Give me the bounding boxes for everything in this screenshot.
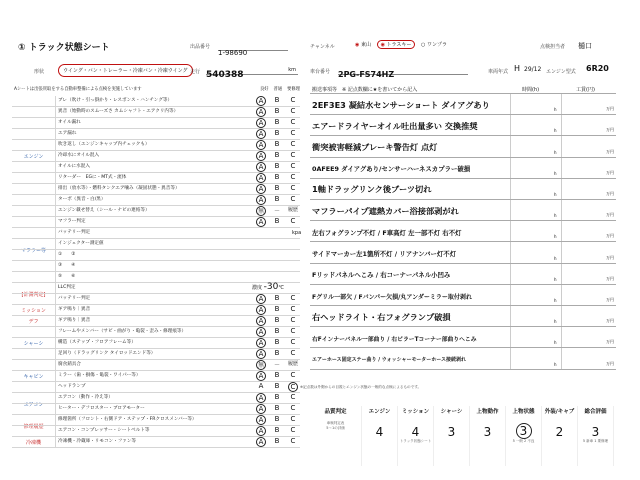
note-text: エアーホース固定ステー曲り / ウォッシャーモーターホース接続剥れ (312, 356, 467, 363)
score-label: 外装/キャブ (544, 409, 575, 415)
note-row (310, 327, 616, 348)
inspection-item: 異音（始動時のスムーズさ カムシャフト・エアクリ内等） (58, 109, 179, 114)
grade-a: A (256, 404, 266, 414)
time-header: 時間(h) (522, 87, 540, 93)
inspection-row (12, 239, 300, 250)
score-label: シャーシ (440, 409, 463, 415)
year-label: 車両年式 (488, 69, 509, 75)
grade-b: B (274, 118, 280, 126)
note-text: 0AFEE9 ダイアグあり/センサーハーネスカプラー破損 (312, 165, 471, 174)
inspection-item: インジェクター測定値 (58, 241, 104, 246)
inspection-row (12, 393, 300, 404)
section-label: ミッション (12, 305, 56, 316)
grade-a: A (256, 371, 266, 381)
score-value: 3 (516, 423, 532, 439)
inspection-item: ① ② (58, 252, 76, 257)
inspector-name: 樋口 (578, 42, 592, 50)
note-row (310, 115, 616, 136)
inspection-row (12, 415, 300, 426)
grade-b: B (274, 96, 280, 104)
note-text: 左右フォグランプ不灯 / F車高灯 左一部不灯 右不灯 (312, 228, 462, 237)
hour-unit: h (554, 319, 557, 325)
grade-c: C (290, 173, 296, 181)
note-text: 衝突被害軽減ブレーキ警告灯 点灯 (312, 142, 438, 153)
cost-header: 工賃(円) (576, 87, 595, 93)
grade-a: A (256, 426, 266, 436)
grade-b: B (274, 140, 280, 148)
grade-c: C (290, 349, 296, 357)
yen-unit: 万円 (606, 275, 614, 281)
score-value: 4 (411, 425, 420, 439)
score-note: 5 新車 1 要修理 (582, 439, 609, 443)
hour-unit: h (554, 297, 557, 303)
grade-c: C (290, 338, 296, 346)
note-text: 右ヘッドライト・右フォグランプ破損 (312, 311, 451, 322)
score-value: 3 (447, 425, 456, 439)
grade-cell: 履歴 (288, 361, 299, 367)
note-row (310, 348, 616, 369)
inspection-row (12, 162, 300, 173)
grade-cell: － (273, 362, 280, 369)
channel-option-2: トラスキー (386, 42, 412, 48)
entry-field (218, 40, 288, 57)
score-note: 5 一般 2 不良 (512, 439, 535, 443)
grade-c: C (290, 217, 296, 225)
grade-a: A (256, 217, 266, 227)
disclaimer: ※記点数は外側からの目視とエンジン状態の一般的な点検によるものです。 (300, 385, 422, 389)
score-label: 上物状態 (512, 409, 535, 415)
grade-c: C (290, 426, 296, 434)
note-text: エアードライヤーオイル吐出量多い 交換推奨 (312, 120, 478, 131)
note-row (310, 158, 616, 179)
inspection-item: ターボ（異音・白/黒） (58, 197, 106, 202)
mileage-unit: km (288, 67, 296, 73)
inspection-row (12, 437, 300, 448)
hour-unit: h (554, 170, 557, 176)
inspection-item: 冷凍機・冷蔵庫・リモコン・ファン等 (58, 439, 137, 444)
score-title: 品質判定 (324, 409, 347, 415)
channel-option-2-circled (377, 40, 416, 49)
grade-a: A (256, 338, 266, 348)
yen-unit: 万円 (606, 190, 614, 196)
channel-option-1: 東山 (360, 42, 371, 48)
inspection-item: ⑤ ⑥ (58, 274, 76, 279)
inspection-row (12, 173, 300, 184)
inspection-row (12, 426, 300, 437)
inspection-row (12, 316, 300, 327)
section-label: 冷凍機 (12, 437, 56, 448)
yen-unit: 万円 (606, 169, 614, 175)
inspection-row (12, 96, 300, 107)
grade-c: C (290, 316, 296, 324)
inspection-item: 構造（ステップ・フロアフレーム等） (58, 340, 136, 345)
inspection-row (12, 118, 300, 129)
score-column (398, 406, 434, 466)
grade-a: A (256, 151, 266, 161)
column-headers (260, 86, 300, 92)
note-row (310, 242, 616, 263)
inspection-item: 腐食錆具合 (58, 362, 81, 367)
inspection-item: ミラー（歯・損傷・亀裂・ワイパー等） (58, 373, 141, 378)
note-row (310, 200, 616, 221)
grade-c: C (290, 305, 296, 313)
grade-b: B (274, 162, 280, 170)
grade-b: B (274, 382, 280, 390)
grade-cell: 無 (257, 208, 264, 215)
grade-b: B (274, 437, 280, 445)
model-value: 2PG-FS74HZ (338, 70, 395, 79)
grade-b: B (274, 393, 280, 401)
grade-b: B (274, 129, 280, 137)
score-column (506, 406, 542, 466)
kpa-unit: kpa (292, 230, 302, 236)
section-label: エンジン (12, 96, 56, 217)
grade-b: B (274, 195, 280, 203)
model-field (338, 62, 468, 79)
yen-unit: 万円 (606, 254, 614, 260)
grade-c: C (290, 162, 296, 170)
inspection-item: エアコン（動作・冷え等） (58, 395, 113, 400)
grade-b: B (274, 327, 280, 335)
section-label: デフ (12, 316, 56, 327)
hour-unit: h (554, 128, 557, 134)
llc-reading (252, 282, 284, 292)
inspection-row (12, 195, 300, 206)
grade-b: B (274, 305, 280, 313)
grade-a: A (256, 107, 266, 117)
grade-c: C (290, 118, 296, 126)
note-row (310, 264, 616, 285)
yen-unit: 万円 (606, 212, 614, 218)
score-sub2: 5〜1の評価 (326, 426, 345, 430)
section-label: マフラー等 (12, 217, 56, 283)
inspector-label: 点検担当者 (540, 44, 566, 50)
inspection-row (12, 382, 300, 393)
year-value: 29/12 (524, 66, 542, 73)
col-repair: 要修理 (287, 87, 300, 92)
model-label: 車台番号 (310, 69, 331, 75)
grade-a: A (256, 327, 266, 337)
grade-c: C (290, 437, 296, 445)
hour-unit: h (554, 213, 557, 219)
score-column (470, 406, 506, 466)
grade-c: C (290, 184, 296, 192)
grade-b: B (274, 404, 280, 412)
grade-a: A (256, 305, 266, 315)
hour-unit: h (554, 361, 557, 367)
score-label: ミッション (401, 409, 430, 415)
grade-a: A (256, 294, 266, 304)
hour-unit: h (554, 234, 557, 240)
yen-unit: 万円 (606, 360, 614, 366)
grade-c: C (290, 371, 296, 379)
grade-b: B (274, 426, 280, 434)
inspection-row (12, 107, 300, 118)
grade-a: A (256, 393, 266, 403)
note-text: 2EF3E3 凝結水センサーショート ダイアグあり (312, 99, 490, 110)
grade-a: A (256, 415, 266, 425)
grade-c: C (290, 107, 296, 115)
grade-a: A (256, 316, 266, 326)
inspection-row (12, 151, 300, 162)
grade-c: C (290, 129, 296, 137)
grade-c: C (288, 382, 298, 392)
grade-b: B (274, 107, 280, 115)
channel-dot-icon: ◉ (380, 42, 385, 48)
note-text: 1軸ドラッグリンク後ブーツ切れ (312, 184, 432, 195)
note-row (310, 221, 616, 242)
inspection-item: ヒーター・デフロスター・ブロアモーター (58, 406, 145, 411)
grade-b: B (274, 151, 280, 159)
note-text: 右Fインナーパネル一部曲り / 右ビラーTコーナー部曲りへこみ (312, 337, 477, 344)
inspection-row (12, 217, 300, 228)
grade-c: C (290, 195, 296, 203)
inspection-item: エア漏れ (58, 131, 77, 136)
mileage-value: 540388 (206, 70, 244, 80)
hour-unit: h (554, 149, 557, 155)
grade-a: A (256, 173, 266, 183)
mileage-field (206, 62, 298, 80)
inspection-item: 排出（放水等）・燃料タンクエア噛み（凝固状態・異音等） (58, 186, 180, 191)
score-label: エンジン (368, 409, 391, 415)
hour-unit: h (554, 276, 557, 282)
grade-a: A (256, 96, 266, 106)
score-column (362, 406, 398, 466)
channel-label: チャンネル (310, 44, 335, 50)
hour-unit: h (554, 340, 557, 346)
page-title: ① トラック状態シート (18, 43, 110, 53)
yen-unit: 万円 (606, 127, 614, 133)
score-value: 4 (375, 425, 384, 439)
grade-b: B (274, 217, 280, 225)
yen-unit: 万円 (606, 148, 614, 154)
llc-label: 濃度 (252, 285, 263, 291)
inspection-item: ブレ（吹け・引っ掛かり・レスポンス・ハンチング等） (58, 98, 173, 103)
engine-label: エンジン型式 (546, 69, 576, 75)
section-label: [計測判定] (12, 283, 56, 305)
inspection-item: オイル漏れ (58, 120, 81, 125)
llc-value: -30 (263, 282, 279, 292)
inspection-row (12, 305, 300, 316)
grade-a: A (256, 140, 266, 150)
score-sub1: 車検判定表 (326, 421, 345, 425)
note-row (310, 285, 616, 306)
note-text: サイドマーカー左1箇所不灯 / リアナンバー灯不灯 (312, 250, 457, 259)
score-title-col (310, 406, 362, 466)
note-row (310, 306, 616, 327)
section-label: シャーシ (12, 327, 56, 360)
inspection-row (12, 338, 300, 349)
inspection-row (12, 349, 300, 360)
score-label: 総合評価 (584, 409, 607, 415)
yen-unit: 万円 (606, 233, 614, 239)
inspection-item: 冷却水にオイル混入 (58, 153, 100, 158)
grade-b: B (274, 415, 280, 423)
inspection-row (12, 371, 300, 382)
inspection-item: 修理箇所（フロント・右側ドア・ステップ・FRクロスメンバー等） (58, 417, 197, 422)
note-text: Fリッドパネルへこみ / 右コーナーパネル小凹み (312, 271, 451, 280)
notes-header-text: 搬送事項等 ※ 記点数欄に★を書いてから記入 (312, 87, 418, 93)
inspection-item: ヘッドランプ (58, 384, 86, 389)
entry-label: 出品番号 (190, 44, 211, 50)
grade-b: B (274, 173, 280, 181)
note-text: Fグリル一部欠 / Fバンパー欠損/丸アンダーミラー取付剥れ (312, 293, 472, 301)
grade-b: B (274, 349, 280, 357)
grade-a: A (258, 382, 264, 390)
section-label: キャビン (12, 360, 56, 393)
era: H (514, 64, 521, 73)
grade-a: A (256, 129, 266, 139)
score-note: トラック状態シート (399, 439, 432, 443)
notes-table (310, 84, 616, 380)
grade-a: A (256, 184, 266, 194)
channel-option-3: ワンプラ (426, 42, 447, 48)
section-label: 修理履歴 (12, 415, 56, 437)
score-column (434, 406, 470, 466)
channel-selected-icon: ◉ (355, 42, 360, 48)
col-good: 良好 (260, 87, 269, 92)
col-normal: 普通 (273, 87, 283, 92)
grade-c: C (290, 140, 296, 148)
channel-options (355, 40, 447, 49)
inspection-row (12, 228, 300, 239)
section-label: エアコン (12, 393, 56, 415)
inspection-item: ギア鳴り｜異音 (58, 318, 91, 323)
inspection-item: リターダー EGに・MT式・流体 (58, 175, 127, 180)
inspection-item: LLC判定 (58, 285, 76, 290)
inspection-row (12, 129, 300, 140)
grade-c: C (290, 393, 296, 401)
grade-c: C (290, 96, 296, 104)
inspection-row (12, 206, 300, 217)
score-value: 2 (555, 425, 564, 439)
grade-c: C (290, 151, 296, 159)
grade-c: C (290, 404, 296, 412)
notes-header (310, 84, 616, 94)
hour-unit: h (554, 255, 557, 261)
inspection-item: 足回り（ドラッグリンク タイロッドエンド等） (58, 351, 156, 356)
grade-b: B (274, 316, 280, 324)
yen-unit: 万円 (606, 106, 614, 112)
quality-scores (310, 406, 616, 466)
inspection-row (12, 184, 300, 195)
inspection-item: エアコン・コンプレッサー・シートベルト等 (58, 428, 150, 433)
grade-cell: 履歴 (288, 207, 299, 213)
grade-a: A (256, 349, 266, 359)
score-value: 3 (591, 425, 600, 439)
grade-a: A (256, 195, 266, 205)
inspection-row (12, 327, 300, 338)
inspection-row (12, 404, 300, 415)
score-value: 3 (483, 425, 492, 439)
note-row (310, 94, 616, 115)
inspection-item: バッテリー判定 (58, 230, 91, 235)
grade-cell: 無 (257, 362, 264, 369)
grade-b: B (274, 294, 280, 302)
yen-unit: 万円 (606, 318, 614, 324)
channel-dot2-icon: ○ (421, 42, 426, 48)
llc-unit: ℃ (278, 285, 284, 291)
grade-b: B (274, 371, 280, 379)
inspection-item: エンジン載せ替え（シール・ナビの連絡等） (58, 208, 150, 213)
inspection-item: ギア鳴り｜異音 (58, 307, 91, 312)
hour-unit: h (554, 191, 557, 197)
score-column (542, 406, 578, 466)
inspection-row (12, 250, 300, 261)
hour-unit: h (554, 107, 557, 113)
grade-a: A (256, 437, 266, 447)
note-row (310, 136, 616, 157)
grade-b: B (274, 338, 280, 346)
score-label: 上物動作 (476, 409, 499, 415)
inspection-note: Aシートは出張買取をする自動車整備による点検を実施しています (14, 87, 142, 92)
inspection-table (12, 84, 300, 464)
inspection-row (12, 294, 300, 305)
mileage-label: 走行 (190, 69, 201, 75)
note-text: マフラーパイプ遮熱カバー浴接部剥がれ (312, 205, 459, 216)
inspection-item: バッテリー判定 (58, 296, 91, 301)
grade-c: C (290, 415, 296, 423)
note-row (310, 179, 616, 200)
grade-c: C (290, 294, 296, 302)
grade-c: C (290, 327, 296, 335)
inspection-row (12, 360, 300, 371)
inspection-item: オイルに水混入 (58, 164, 90, 169)
score-column (578, 406, 614, 466)
grade-cell: － (273, 208, 280, 215)
inspection-row (12, 261, 300, 272)
yen-unit: 万円 (606, 339, 614, 345)
inspection-item: ③ ④ (58, 263, 76, 268)
grade-a: A (256, 118, 266, 128)
shape-options: ウイング・バン・トレーラー・冷凍バン・冷凍ウイング (58, 64, 193, 77)
yen-unit: 万円 (606, 296, 614, 302)
inspection-row (12, 140, 300, 151)
inspection-item: 吹き返し（エンジンキャップ内チェックも） (58, 142, 150, 147)
inspection-item: マフラー判定 (58, 219, 86, 224)
entry-number: 1-98690 (218, 49, 248, 57)
inspection-item: フレームやメンバー（サビ・曲がり・亀裂・歪み・修理痕等） (58, 329, 187, 334)
shape-label: 形状 (34, 69, 45, 75)
grade-b: B (274, 184, 280, 192)
grade-a: A (256, 162, 266, 172)
engine-type: 6R20 (586, 64, 609, 73)
